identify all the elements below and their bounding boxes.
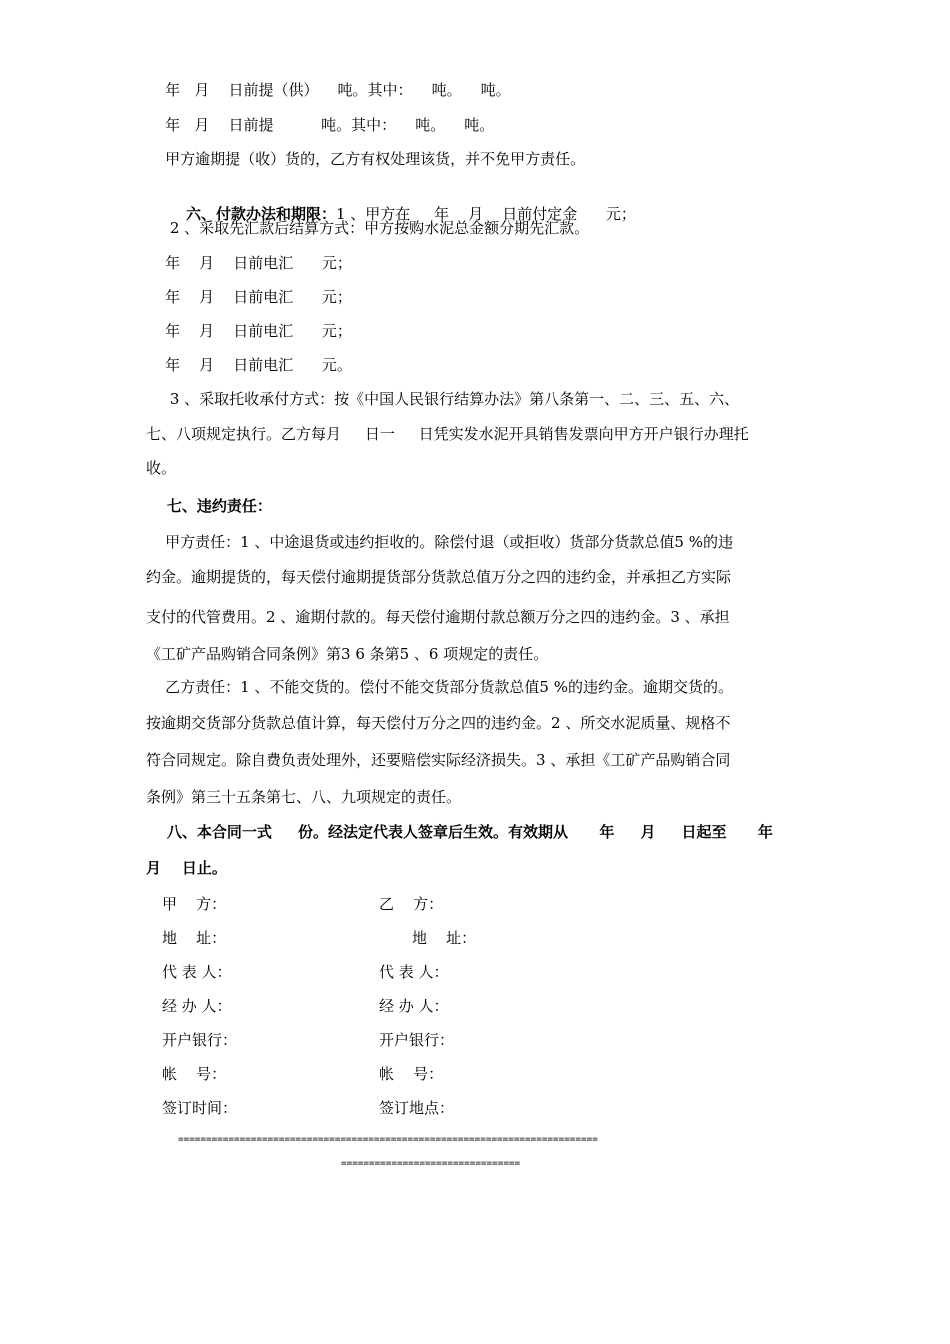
collection-method-line-3: 收。 bbox=[146, 459, 177, 477]
party-b-liability-line-3: 符合同规定。除自费负责处理外，还要赔偿实际经济损失。3 、承担《工矿产品购销合同 bbox=[146, 751, 731, 769]
collection-method-line-1: 3 、采取托收承付方式：按《中国人民银行结算办法》第八条第一、二、三、五、六、 bbox=[146, 390, 740, 408]
party-a-agent-label: 经 办 人： bbox=[162, 997, 232, 1015]
party-b-bank-label: 开户银行： bbox=[379, 1031, 455, 1049]
separator-line-1: =========================================================================== bbox=[178, 1134, 598, 1145]
signing-time-label: 签订时间： bbox=[162, 1099, 238, 1117]
deposit-term: 1 、甲方在 年 月 日前付定金 元； bbox=[335, 205, 636, 223]
party-a-account-label: 帐 号： bbox=[162, 1065, 227, 1083]
party-b-account-label: 帐 号： bbox=[379, 1065, 444, 1083]
prepay-method: 2 、采取先汇款后结算方式：甲方按购水泥总金额分期先汇款。 bbox=[146, 219, 590, 237]
party-a-bank-label: 开户银行： bbox=[162, 1031, 238, 1049]
party-a-liability-line-2: 约金。逾期提货的，每天偿付逾期提货部分货款总值万分之四的违约金，并承担乙方实际 bbox=[146, 568, 732, 586]
party-a-liability-line-1: 甲方责任：1 、中途退货或违约拒收的。除偿付退（或拒收）货部分货款总值5 %的违 bbox=[146, 533, 733, 551]
separator-line-2: ================================ bbox=[341, 1158, 521, 1169]
party-b-liability-line-2: 按逾期交货部分货款总值计算，每天偿付万分之四的违约金。2 、所交水泥质量、规格不 bbox=[146, 714, 731, 732]
party-a-representative-label: 代 表 人： bbox=[162, 963, 232, 981]
overdue-pickup-note: 甲方逾期提（收）货的，乙方有权处理该货，并不免甲方责任。 bbox=[146, 150, 586, 168]
party-b-representative-label: 代 表 人： bbox=[379, 963, 449, 981]
party-b-agent-label: 经 办 人： bbox=[379, 997, 449, 1015]
party-b-address-label: 地 址： bbox=[412, 929, 477, 947]
wire-line-1: 年 月 日前电汇 元； bbox=[146, 254, 352, 272]
party-b-liability-line-1: 乙方责任：1 、不能交货的。偿付不能交货部分货款总值5 %的违约金。逾期交货的。 bbox=[146, 678, 733, 696]
party-a-liability-line-3: 支付的代管费用。2 、逾期付款的。每天偿付逾期付款总额万分之四的违约金。3 、承担 bbox=[146, 608, 730, 626]
party-b-liability-line-4: 条例》第三十五条第七、八、九项规定的责任。 bbox=[146, 788, 462, 806]
section-7-heading: 七、违约责任： bbox=[146, 497, 272, 515]
party-a-liability-line-4: 《工矿产品购销合同条例》第3 6 条第5 、6 项规定的责任。 bbox=[146, 645, 549, 663]
delivery-line-1: 年 月 日前提（供） 吨。其中： 吨。 吨。 bbox=[146, 81, 511, 99]
wire-line-2: 年 月 日前电汇 元； bbox=[146, 288, 352, 306]
delivery-line-2: 年 月 日前提 吨。其中： 吨。 吨。 bbox=[146, 116, 495, 134]
wire-line-3: 年 月 日前电汇 元； bbox=[146, 322, 352, 340]
section-6-heading: 六、付款办法和期限： bbox=[165, 205, 336, 223]
party-a-address-label: 地 址： bbox=[162, 929, 227, 947]
collection-method-line-2: 七、八项规定执行。乙方每月 日一 日凭实发水泥开具销售发票向甲方开户银行办理托 bbox=[146, 425, 749, 443]
section-8-line-2: 月 日止。 bbox=[146, 859, 227, 877]
party-b-name-label: 乙 方： bbox=[379, 895, 444, 913]
section-8-line-1: 八、本合同一式 份。经法定代表人签章后生效。有效期从 年 月 日起至 年 bbox=[146, 823, 773, 841]
wire-line-4: 年 月 日前电汇 元。 bbox=[146, 356, 352, 374]
signing-place-label: 签订地点： bbox=[379, 1099, 455, 1117]
party-a-name-label: 甲 方： bbox=[162, 895, 227, 913]
